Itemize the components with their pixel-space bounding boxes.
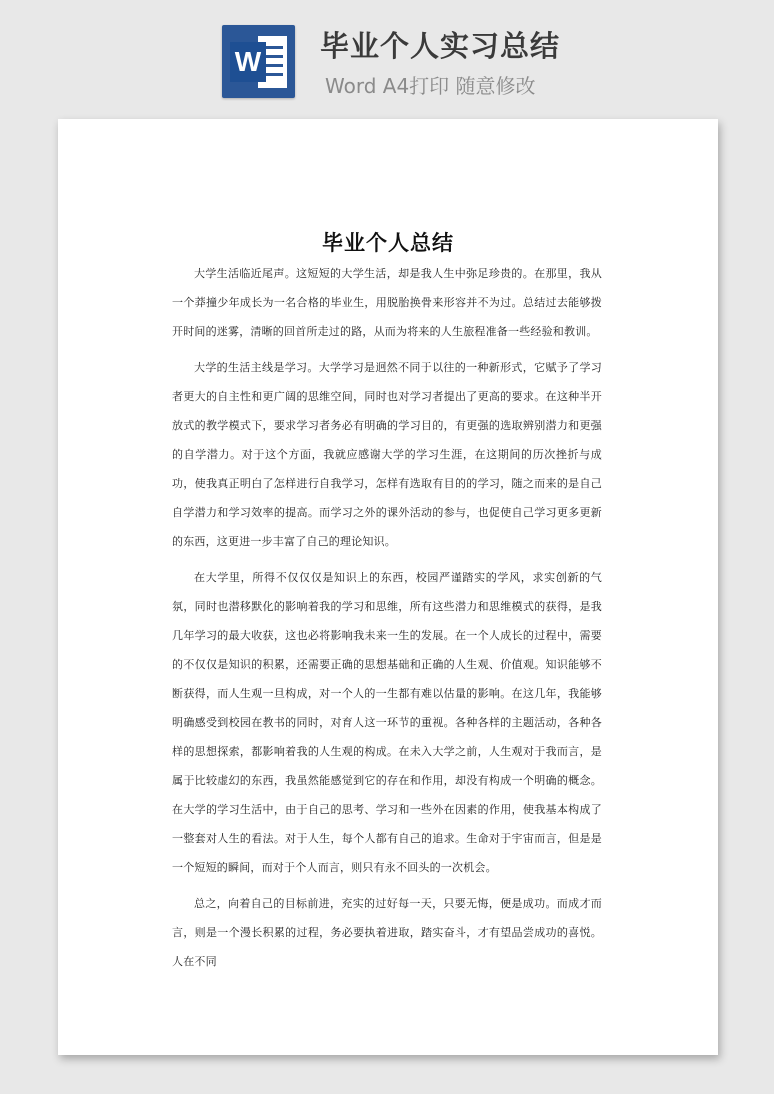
body-paragraph: 大学的生活主线是学习。大学学习是迥然不同于以往的一种新形式，它赋予了学习者更大的自主性和更广阔的思维空间，同时也对学习者提出了更高的要求。在这种半开放式的教学模式下，要求学习者务必有明确的学习目的，有更强的选取辨别潜力和更强的自学潜力。对于这个方面，我就应感谢大学的学习生涯，在这期间的历次挫折与成功，使我真正明白了怎样进行自我学习，怎样有选取有目的的学习，随之而来的是自己自学潜力和学习效率的提高。而学习之外的课外活动的参与，也促使自己学习更多更新的东西，这更进一步丰富了自己的理论知识。 [172, 361, 602, 548]
body-paragraph: 大学生活临近尾声。这短短的大学生活，却是我人生中弥足珍贵的。在那里，我从一个莽撞少年成长为一名合格的毕业生，用脱胎换骨来形容并不为过。总结过去能够拨开时间的迷雾，清晰的回首所走过的路，从而为将来的人生旅程准备一些经验和教训。 [172, 267, 602, 338]
body-paragraph: 在大学里，所得不仅仅仅是知识上的东西，校园严谨踏实的学风，求实创新的气氛，同时也潜移默化的影响着我的学习和思维，所有这些潜力和思维模式的获得，是我几年学习的最大收获，这也必将影响我未来一生的发展。在一个人成长的过程中，需要的不仅仅是知识的积累，还需要正确的思想基础和正确的人生观、价值观。知识能够不断获得，而人生观一旦构成，对一个人的一生都有难以估量的影响。在这几年，我能够明确感受到校园在教书的同时，对育人这一环节的重视。各种各样的主题活动，各种各样的思想探索，都影响着我的人生观的构成。在未入大学之前，人生观对于我而言，是属于比较虚幻的东西，我虽然能感觉到它的存在和作用，却没有构成一个明确的概念。在大学的学习生活中，由于自己的思考、学习和一些外在因素的作用，使我基本构成了一整套对人生的看法。对于人生，每个人都有自己的追求。生命对于宇宙而言，但是是一个短短的瞬间，而对于个人而言，则只有永不回头的一次机会。 [172, 571, 602, 874]
header-subtitle: Word A4打印 随意修改 [325, 74, 536, 98]
preview-header [0, 0, 774, 118]
word-document-icon [222, 25, 295, 98]
document-title: 毕业个人总结 [322, 231, 454, 255]
header-title: 毕业个人实习总结 [320, 29, 561, 63]
word-logo-letter: W [230, 42, 266, 82]
document-page [58, 119, 718, 1055]
body-paragraph: 总之，向着自己的目标前进，充实的过好每一天，只要无悔，便是成功。而成才而言，则是一个漫长积累的过程，务必要执着进取，踏实奋斗，才有望品尝成功的喜悦。人在不同 [172, 897, 602, 968]
document-body [172, 259, 602, 983]
